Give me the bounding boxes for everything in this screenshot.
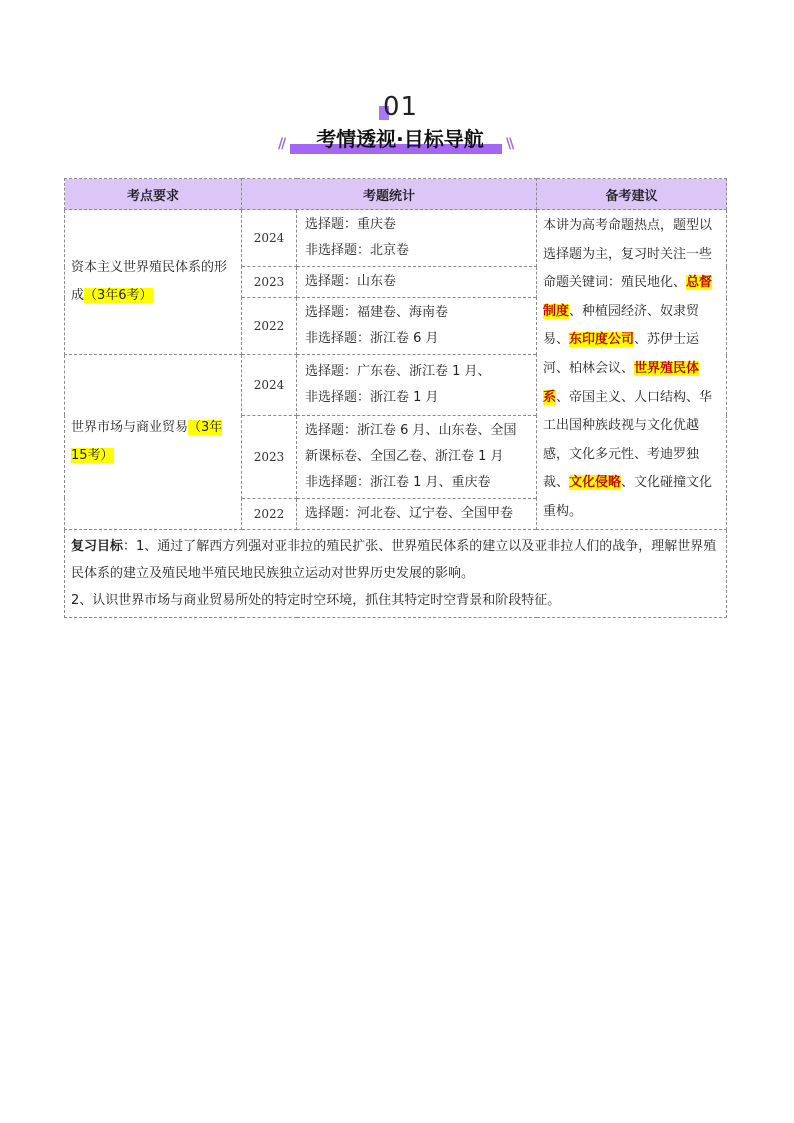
stat-line: 非选择题：浙江卷 1 月、重庆卷 bbox=[305, 474, 491, 490]
stat-cell bbox=[297, 498, 537, 529]
requirement-cell bbox=[65, 355, 242, 530]
stat-cell bbox=[297, 355, 537, 416]
stat-cell bbox=[297, 267, 537, 298]
keyword-highlight: 总督制度 bbox=[543, 275, 713, 319]
section-title bbox=[0, 92, 794, 158]
stat-line: 选择题：浙江卷 6 月、山东卷、全国 bbox=[305, 422, 517, 438]
year-cell: 2024 bbox=[242, 355, 297, 416]
requirement-cell bbox=[65, 210, 242, 355]
year-cell: 2022 bbox=[242, 498, 297, 529]
stat-cell bbox=[297, 210, 537, 267]
stat-line: 非选择题：浙江卷 1 月 bbox=[305, 389, 439, 405]
year-cell: 2022 bbox=[242, 298, 297, 355]
requirement-text: 世界市场与商业贸易 bbox=[71, 419, 189, 435]
advice-text: 、种植园经济、奴隶贸易、 bbox=[543, 303, 700, 348]
year-cell: 2023 bbox=[242, 267, 297, 298]
table-row bbox=[65, 210, 727, 267]
review-goal-text: 2、认识世界市场与商业贸易所处的特定时空环境，抓住其特定时空背景和阶段特征。 bbox=[71, 592, 561, 608]
stat-line: 选择题：重庆卷 bbox=[305, 217, 397, 232]
exam-count-badge: （3年15考） bbox=[71, 419, 223, 463]
left-slash-decoration: // bbox=[278, 136, 285, 152]
header-statistics: 考题统计 bbox=[242, 179, 537, 210]
review-goal-text: ：1、通过了解西方列强对亚非拉的殖民扩张、世界殖民体系的建立以及亚非拉人们的战争，理解世界殖民体系的建立及殖民地半殖民地民族独立运动对世界历史发展的影响。 bbox=[71, 538, 717, 581]
section-heading: 考情透视·目标导航 bbox=[316, 127, 484, 151]
advice-cell bbox=[537, 210, 727, 530]
review-goal-cell bbox=[65, 529, 727, 617]
review-goal-label: 复习目标 bbox=[71, 538, 124, 554]
advice-text: 本讲为高考命题热点，题型以选择题为主，复习时关注一些命题关键词：殖民地化、 bbox=[543, 218, 713, 291]
stat-line: 选择题：山东卷 bbox=[305, 274, 397, 289]
advice-text: 、文化碰撞文化重构。 bbox=[543, 475, 713, 519]
stat-cell bbox=[297, 415, 537, 498]
stat-line: 选择题：广东卷、浙江卷 1 月、 bbox=[305, 363, 491, 379]
stat-line: 非选择题：北京卷 bbox=[305, 243, 410, 258]
stat-line: 选择题：福建卷、海南卷 bbox=[305, 305, 449, 320]
requirement-text: 资本主义世界殖民体系的形成 bbox=[71, 260, 228, 303]
review-goal-row bbox=[65, 529, 727, 617]
exam-count-badge: （3年6考） bbox=[84, 288, 153, 303]
stat-line: 新课标卷、全国乙卷、浙江卷 1 月 bbox=[305, 448, 504, 464]
header-requirement: 考点要求 bbox=[65, 179, 242, 210]
advice-text: 、帝国主义、人口结构、华工出国种族歧视与文化优越感，文化多元性、考迪罗独裁、 bbox=[543, 389, 713, 491]
exam-overview-table bbox=[64, 178, 727, 618]
advice-text: 、苏伊士运河、柏林会议、 bbox=[543, 332, 700, 376]
year-cell: 2024 bbox=[242, 210, 297, 267]
section-number: 01 bbox=[383, 92, 419, 122]
table-header-row bbox=[65, 179, 727, 210]
keyword-highlight: 世界殖民体系 bbox=[543, 360, 700, 405]
right-slash-decoration: \\ bbox=[506, 136, 513, 152]
keyword-highlight: 文化侵略 bbox=[569, 475, 622, 491]
stat-line: 选择题：河北卷、辽宁卷、全国甲卷 bbox=[305, 505, 514, 521]
header-advice: 备考建议 bbox=[537, 179, 727, 210]
keyword-highlight: 东印度公司 bbox=[569, 332, 635, 348]
stat-line: 非选择题：浙江卷 6 月 bbox=[305, 331, 439, 346]
year-cell: 2023 bbox=[242, 415, 297, 498]
stat-cell bbox=[297, 298, 537, 355]
